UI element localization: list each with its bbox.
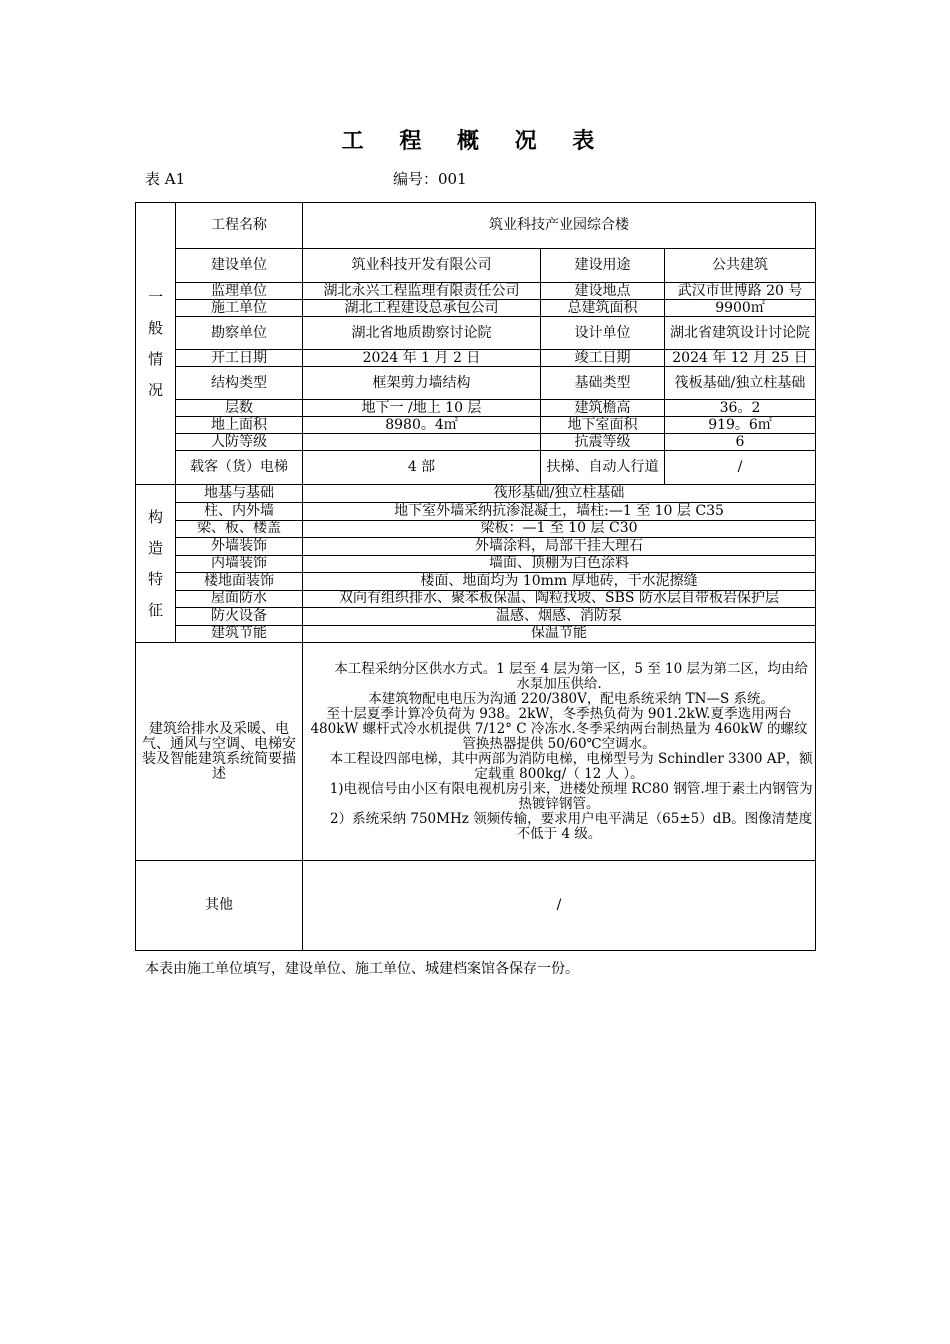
page-title: 工 程 概 况 表 [341,128,609,154]
general-section-label: 一 般 情 况 [136,203,176,485]
structure-value: 外墙涂料，局部干挂大理石 [303,538,816,556]
general-value: 2024 年 1 月 2 日 [303,350,541,367]
general-label: 建设用途 [541,249,665,283]
structure-value: 墙面、顶棚为白色涂料 [303,555,816,573]
systems-paragraph: 本建筑物配电电压为沟通 220/380V，配电系统采纳 TN—S 系统。 [368,690,775,707]
project-name-label: 工程名称 [176,203,303,249]
general-value: 2024 年 12 月 25 日 [665,350,816,367]
escalator-label: 扶梯、自动人行道 [541,451,665,485]
structure-label: 屋面防水 [176,590,303,608]
systems-paragraph: 本工程采纳分区供水方式。1 层至 4 层为第一区，5 至 10 层为第二区，均由给水泵加压供给. [334,660,808,692]
general-label: 总建筑面积 [541,300,665,317]
project-overview-table [135,202,816,951]
general-label: 基础类型 [541,367,665,400]
general-value: 919。6㎡ [665,417,816,434]
general-label: 结构类型 [176,367,303,400]
general-value: 筑业科技开发有限公司 [303,249,541,283]
systems-paragraph: 本工程设四部电梯，其中两部为消防电梯，电梯型号为 Schindler 3300 AP，额定载重 800kg/（ 12 人 ）。 [329,750,813,782]
general-label: 施工单位 [176,300,303,317]
general-value: 湖北工程建设总承包公司 [303,300,541,317]
structure-label: 梁、板、楼盖 [176,520,303,538]
general-label: 开工日期 [176,350,303,367]
general-label: 竣工日期 [541,350,665,367]
structure-value: 筏形基础/独立柱基础 [303,485,816,503]
structure-label: 柱、内外墙 [176,503,303,521]
project-name-value: 筑业科技产业园综合楼 [303,203,816,249]
systems-paragraph: 至十层夏季计算冷负荷为 938。2kW，冬季热负荷为 901.2kW.夏季选用两台 480kW 螺杆式冷水机提供 7/12° C 冷冻水.冬季采纳两台制热量为 460kW 的螺纹管换热器提供 50/60℃空调水。 [310,705,808,752]
structure-value: 梁板：—1 至 10 层 C30 [303,520,816,538]
general-value: 36。2 [665,400,816,417]
elevator-value: 4 部 [303,451,541,485]
systems-description [303,643,816,861]
seismic-label: 抗震等级 [541,434,665,451]
general-label: 地下室面积 [541,417,665,434]
general-label: 层数 [176,400,303,417]
structure-label: 楼地面装饰 [176,573,303,591]
general-value: 湖北省地质勘察讨论院 [303,317,541,350]
general-value: 9900㎡ [665,300,816,317]
serial-number: 编号：001 [393,170,467,188]
general-value: 8980。4㎡ [303,417,541,434]
structure-value: 双向有组织排水、聚苯板保温、陶粒找坡、SBS 防水层自带板岩保护层 [303,590,816,608]
structure-value: 楼面、地面均为 10mm 厚地砖，干水泥擦缝 [303,573,816,591]
structure-label: 建筑节能 [176,625,303,643]
general-label: 勘察单位 [176,317,303,350]
general-value: 地下一 /地上 10 层 [303,400,541,417]
elevator-label: 载客（货）电梯 [176,451,303,485]
systems-paragraph: 1)电视信号由小区有限电视机房引来，进楼处预埋 RC80 钢管.埋于素土内钢管为热镀锌钢管。 [329,780,813,812]
general-value: 框架剪力墙结构 [303,367,541,400]
general-value: 武汉市世博路 20 号 [665,283,816,300]
general-label: 设计单位 [541,317,665,350]
civil-defense-label: 人防等级 [176,434,303,451]
general-label: 建设地点 [541,283,665,300]
other-value: / [303,861,816,951]
general-label: 地上面积 [176,417,303,434]
footnote: 本表由施工单位填写，建设单位、施工单位、城建档案馆各保存一份。 [145,961,579,977]
general-label: 监理单位 [176,283,303,300]
structure-section-label: 构 造 特 征 [136,485,176,643]
structure-value: 保温节能 [303,625,816,643]
structure-label: 地基与基础 [176,485,303,503]
general-label: 建筑檐高 [541,400,665,417]
structure-value: 温感、烟感、消防泵 [303,608,816,626]
structure-label: 内墙装饰 [176,555,303,573]
structure-label: 防火设备 [176,608,303,626]
systems-label: 建筑给排水及采暖、电气、通风与空调、电梯安装及智能建筑系统简要描述 [136,643,303,861]
general-value: 筏板基础/独立柱基础 [665,367,816,400]
general-value: 湖北省建筑设计讨论院 [665,317,816,350]
form-number: 表 A1 [145,170,186,188]
general-label: 建设单位 [176,249,303,283]
systems-paragraph: 2）系统采纳 750MHz 领频传输，要求用户电平满足（65±5）dB。图像清楚度不低于 4 级。 [330,810,813,842]
escalator-value: / [665,451,816,485]
general-value: 公共建筑 [665,249,816,283]
structure-value: 地下室外墙采纳抗渗混凝土，墙柱:—1 至 10 层 C35 [303,503,816,521]
civil-defense-value [303,434,541,451]
structure-label: 外墙装饰 [176,538,303,556]
seismic-value: 6 [665,434,816,451]
general-value: 湖北永兴工程监理有限责任公司 [303,283,541,300]
other-label: 其他 [136,861,303,951]
